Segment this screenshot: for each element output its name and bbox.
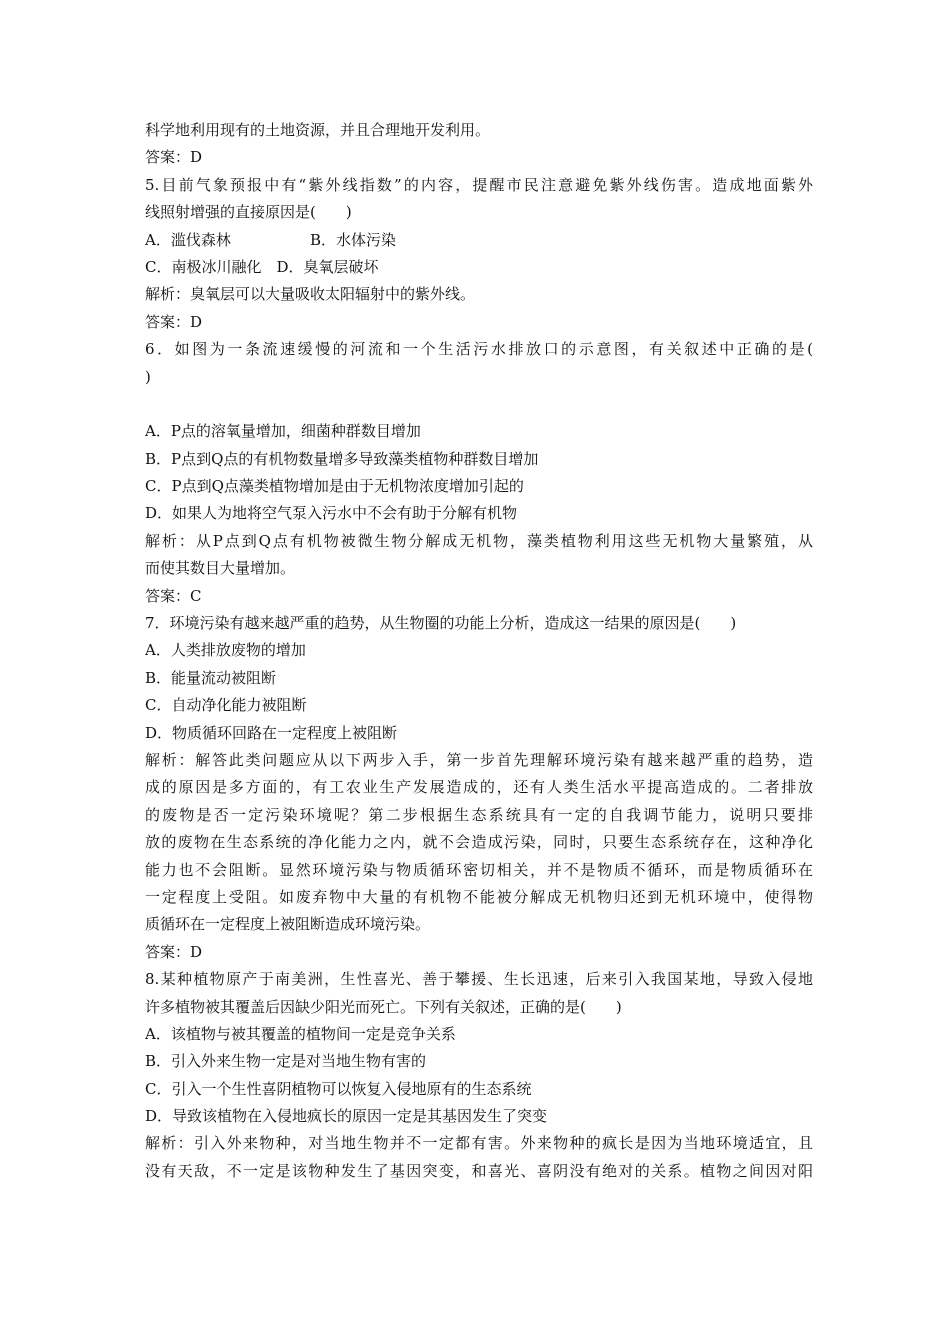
option-b: B．能量流动被阻断: [145, 668, 277, 687]
option-c: C．P点到Q点藻类植物增加是由于无机物浓度增加引起的: [145, 477, 524, 496]
analysis-line: 解析：引入外来物种，对当地生物并不一定都有害。外来物种的疯长是因为当地环境适宜，且: [145, 1134, 813, 1153]
question-7-text: 7．环境污染有越来越严重的趋势，从生物圈的功能上分析，造成这一结果的原因是( ): [145, 614, 737, 633]
option-d: D．物质循环回路在一定程度上被阻断: [145, 723, 398, 742]
answer-line: 答案：D: [145, 942, 203, 961]
analysis-line: 成的原因是多方面的，有工农业生产发展造成的，还有人类生活水平提高造成的。二者排放: [145, 778, 813, 797]
analysis-line: 的废物是否一定污染环境呢？第二步根据生态系统具有一定的自我调节能力，说明只要排: [145, 805, 813, 824]
analysis-line: 解析：臭氧层可以大量吸收太阳辐射中的紫外线。: [145, 285, 476, 304]
option-a: A．人类排放废物的增加: [145, 641, 306, 660]
analysis-line: 没有天敌，不一定是该物种发生了基因突变，和喜光、喜阴没有绝对的关系。植物之间因对阳: [145, 1161, 813, 1180]
answer-line: 答案：D: [145, 312, 203, 331]
option-d: D．如果人为地将空气泵入污水中不会有助于分解有机物: [145, 504, 518, 523]
question-6-text: 6．如图为一条流速缓慢的河流和一个生活污水排放口的示意图，有关叙述中正确的是(: [145, 340, 813, 359]
analysis-line: 解析：解答此类问题应从以下两步入手，第一步首先理解环境污染有越来越严重的趋势，造: [145, 750, 813, 769]
option-a: A．该植物与被其覆盖的植物间一定是竞争关系: [145, 1024, 456, 1043]
question-8-text: 8.某种植物原产于南美洲，生性喜光、善于攀援、生长迅速，后来引入我国某地，导致入侵地: [145, 970, 813, 989]
analysis-line: 一定程度上受阻。如废弃物中大量的有机物不能被分解成无机物归还到无机环境中，使得物: [145, 887, 813, 906]
option-c: C．自动净化能力被阻断: [145, 696, 307, 715]
question-5-text: 线照射增强的直接原因是( ): [145, 203, 352, 222]
option-d: D．导致该植物在入侵地疯长的原因一定是其基因发生了突变: [145, 1107, 548, 1126]
question-5-options-row: [145, 227, 813, 254]
figure-placeholder: [145, 391, 813, 418]
analysis-line: 质循环在一定程度上被阻断造成环境污染。: [145, 915, 431, 934]
text-line: 科学地利用现有的土地资源，并且合理地开发利用。: [145, 121, 491, 139]
analysis-line: 而使其数目大量增加。: [145, 559, 296, 578]
question-5-text: 5.目前气象预报中有“紫外线指数”的内容，提醒市民注意避免紫外线伤害。造成地面紫外: [145, 175, 813, 194]
answer-line: 答案：D: [145, 148, 203, 167]
option-b: B．P点到Q点的有机物数量增多导致藻类植物种群数目增加: [145, 449, 539, 468]
document-page: [145, 117, 813, 1185]
option-c: C．引入一个生性喜阴植物可以恢复入侵地原有的生态系统: [145, 1079, 532, 1098]
analysis-line: 解析：从P点到Q点有机物被微生物分解成无机物，藻类植物利用这些无机物大量繁殖，从: [145, 531, 813, 550]
option-b: B．水体污染: [310, 230, 397, 249]
option-a: A．P点的溶氧量增加，细菌种群数目增加: [145, 422, 421, 441]
question-8-text: 许多植物被其覆盖后因缺少阳光而死亡。下列有关叙述，正确的是( ): [145, 997, 622, 1016]
option-a: A．滥伐森林: [145, 230, 231, 249]
option-b: B．引入外来生物一定是对当地生物有害的: [145, 1052, 427, 1071]
answer-line: 答案：C: [145, 586, 202, 605]
question-5-options-row: C．南极冰川融化 D．臭氧层破坏: [145, 257, 379, 276]
question-6-text: ): [145, 367, 151, 386]
analysis-line: 能力也不会阻断。显然环境污染与物质循环密切相关，并不是物质不循环，而是物质循环在: [145, 860, 813, 879]
analysis-line: 放的废物在生态系统的净化能力之内，就不会造成污染，同时，只要生态系统存在，这种净化: [145, 833, 813, 852]
